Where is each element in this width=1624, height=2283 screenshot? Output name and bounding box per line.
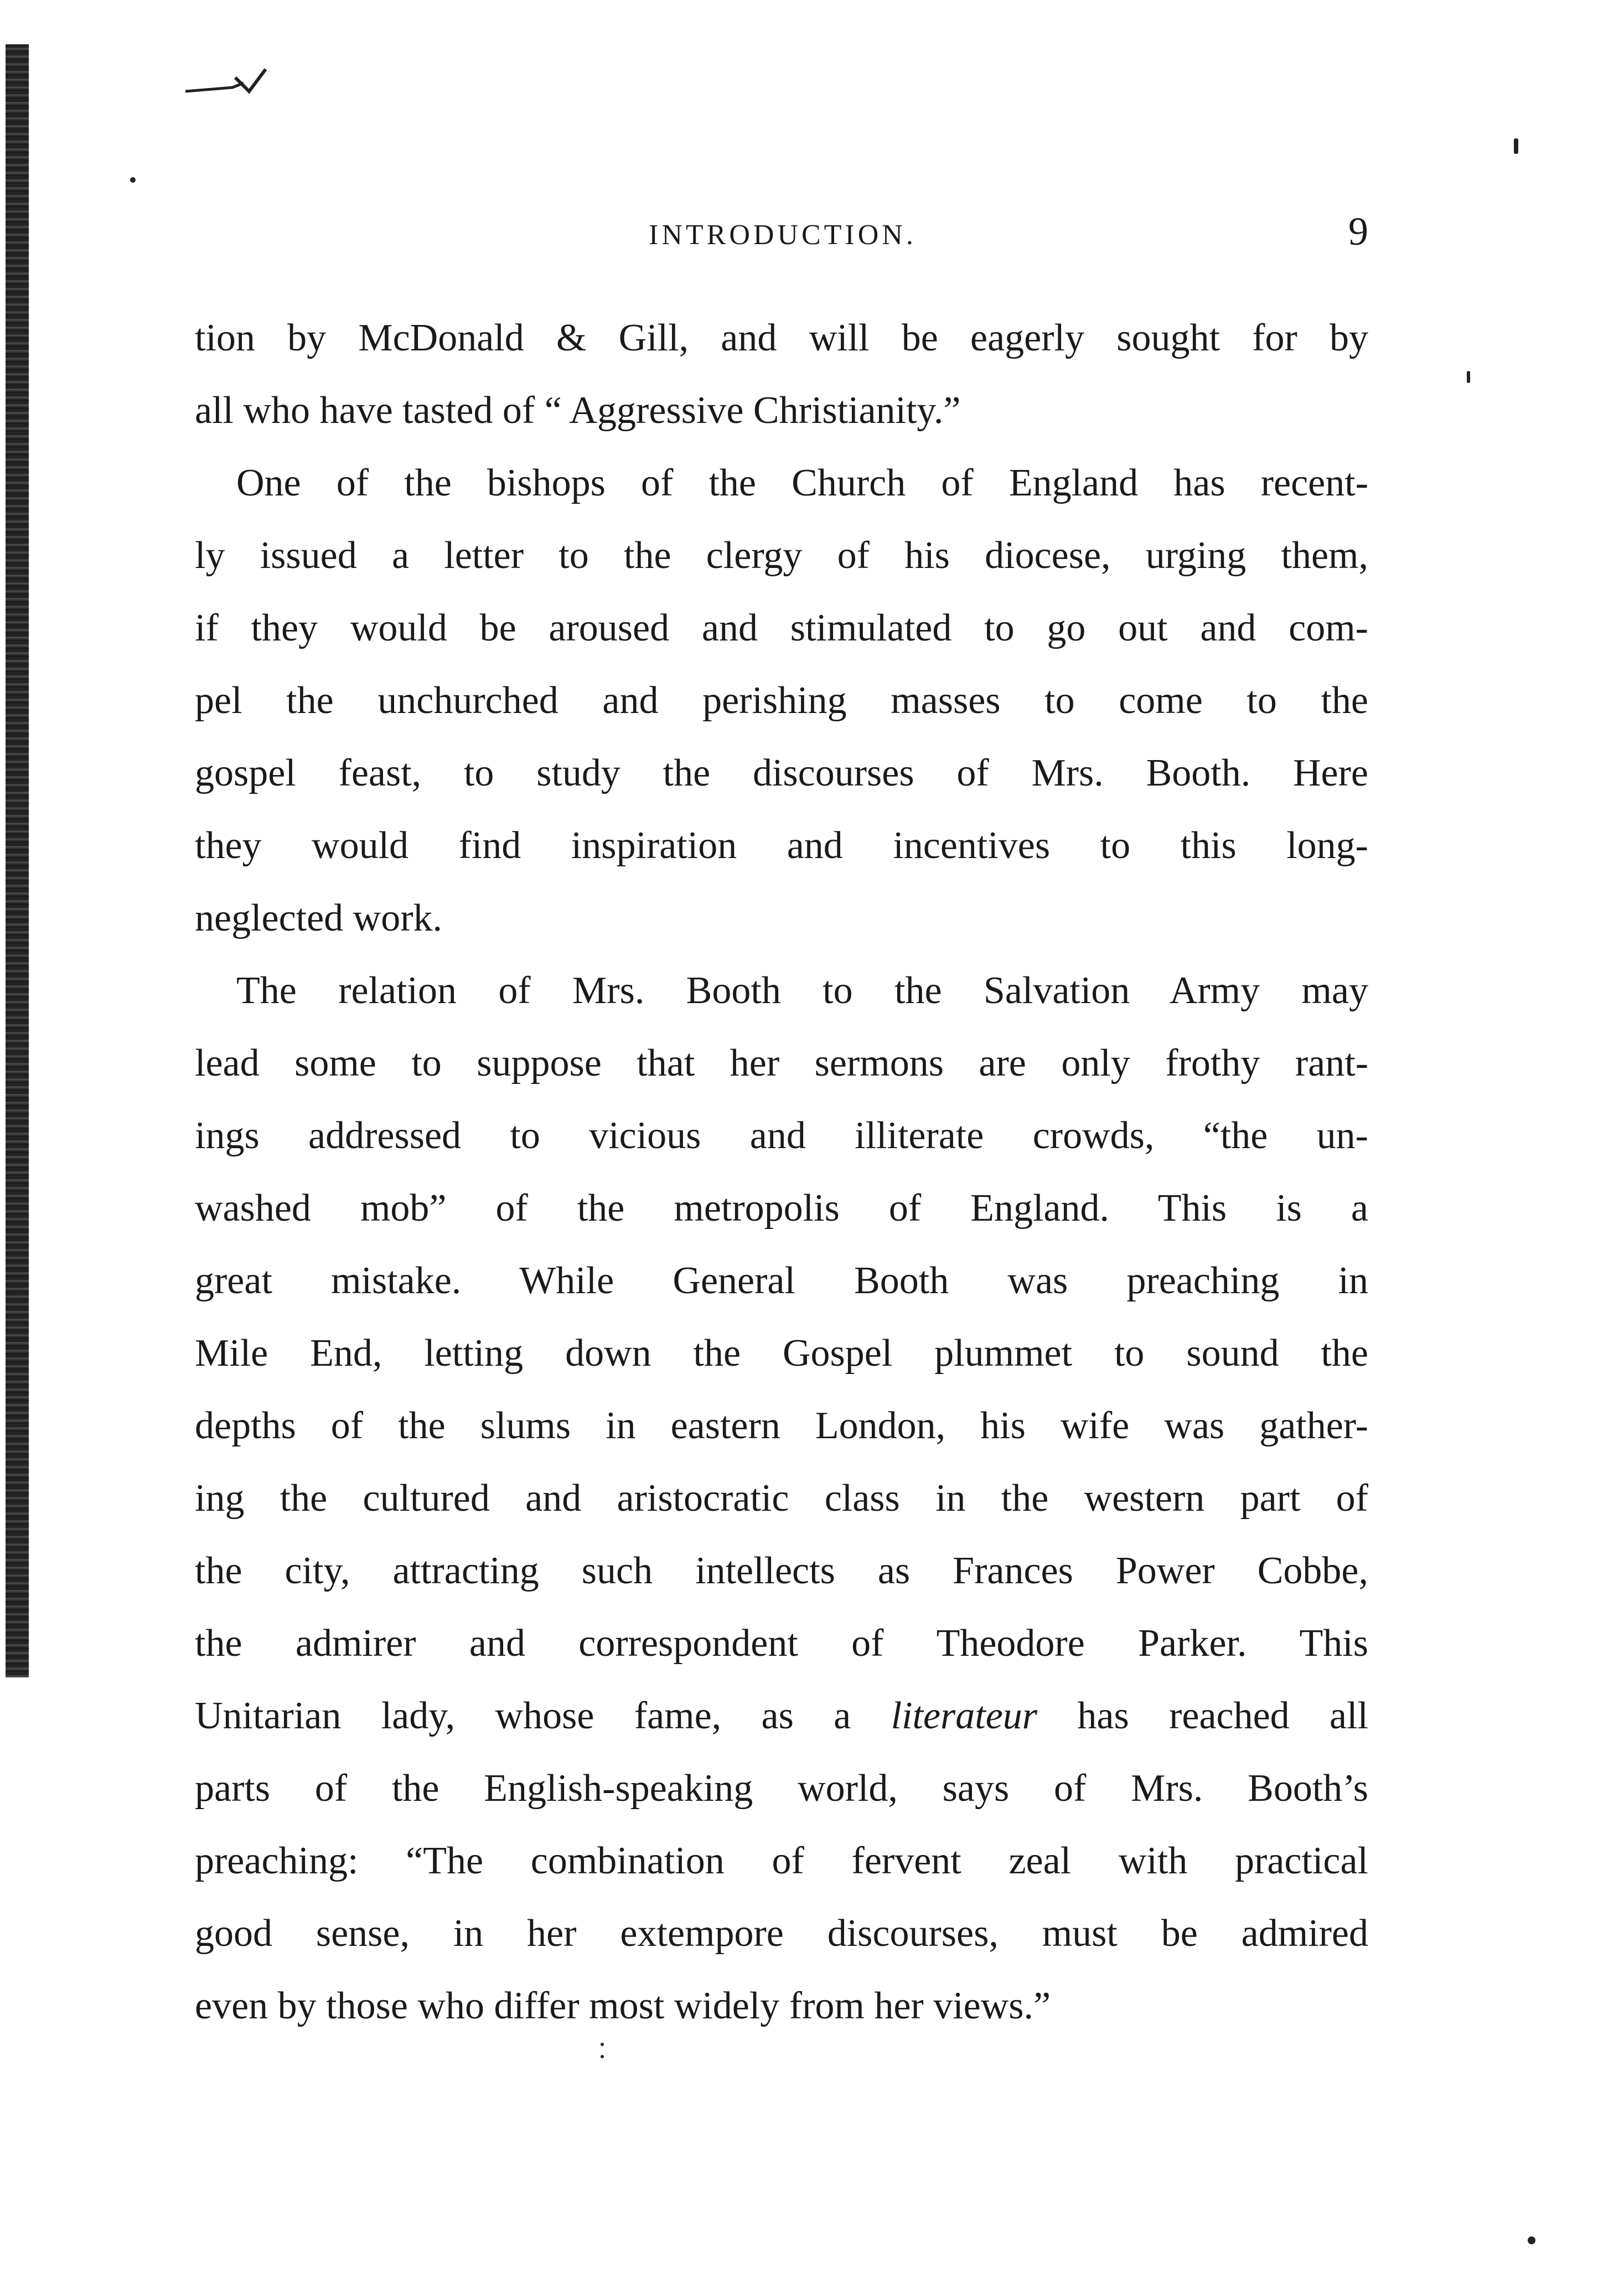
text-segment: has reached all xyxy=(1037,1695,1368,1737)
body-text xyxy=(195,302,1368,2042)
text-line: great mistake. While General Booth was preaching in xyxy=(195,1259,1368,1302)
text-line: neglected work. xyxy=(195,897,443,939)
text-line: pel the unchurched and perishing masses to come to the xyxy=(195,679,1368,722)
page-number: 9 xyxy=(1348,209,1368,254)
text-line: One of the bishops of the Church of England has recent- xyxy=(236,462,1368,504)
text-line: the city, attracting such intellects as Frances Power Cobbe, xyxy=(195,1549,1368,1592)
text-line: Mile End, letting down the Gospel plummet to sound the xyxy=(195,1332,1368,1375)
text-line: good sense, in her extempore discourses, must be admired xyxy=(195,1912,1368,1955)
text-line: lead some to suppose that her sermons are only frothy rant- xyxy=(195,1042,1368,1084)
italic-term: literateur xyxy=(891,1695,1038,1737)
text-line: preaching: “The combination of fervent zeal with practical xyxy=(195,1840,1368,1882)
text-line: ing the cultured and aristocratic class in the western part of xyxy=(195,1477,1368,1520)
scan-speck xyxy=(1467,371,1470,383)
text-line: parts of the English-speaking world, says of Mrs. Booth’s xyxy=(195,1767,1368,1810)
text-line: all who have tasted of “ Aggressive Christianity.” xyxy=(195,389,961,432)
text-line: washed mob” of the metropolis of England. This is a xyxy=(195,1187,1368,1230)
text-line: if they would be aroused and stimulated to go out and com- xyxy=(195,607,1368,649)
text-line: ly issued a letter to the clergy of his diocese, urging them, xyxy=(195,534,1368,577)
scan-speck xyxy=(1514,138,1518,154)
text-segment: Unitarian lady, whose fame, as a xyxy=(195,1695,891,1737)
text-line: ings addressed to vicious and illiterate crowds, “the un- xyxy=(195,1114,1368,1157)
pencil-check-mark-icon xyxy=(183,66,271,105)
text-line: even by those who differ most widely from her views.” xyxy=(195,1985,1051,2027)
page-header xyxy=(195,209,1368,257)
text-line: tion by McDonald & Gill, and will be eagerly sought for by xyxy=(195,317,1368,359)
text-line: the admirer and correspondent of Theodore Parker. This xyxy=(195,1622,1368,1665)
text-line: depths of the slums in eastern London, his wife was gather- xyxy=(195,1404,1368,1447)
running-head: INTRODUCTION. xyxy=(649,219,917,251)
scan-speck xyxy=(601,2055,604,2058)
scan-speck xyxy=(130,177,136,183)
text-line: gospel feast, to study the discourses of Mrs. Booth. Here xyxy=(195,752,1368,794)
scan-speck xyxy=(601,2043,604,2046)
scan-speck xyxy=(1528,2236,1535,2244)
text-line: The relation of Mrs. Booth to the Salvation Army may xyxy=(236,969,1368,1012)
text-line xyxy=(195,1680,1368,1752)
scanned-binding-edge xyxy=(6,44,29,1677)
text-line: they would find inspiration and incentives to this long- xyxy=(195,824,1368,867)
